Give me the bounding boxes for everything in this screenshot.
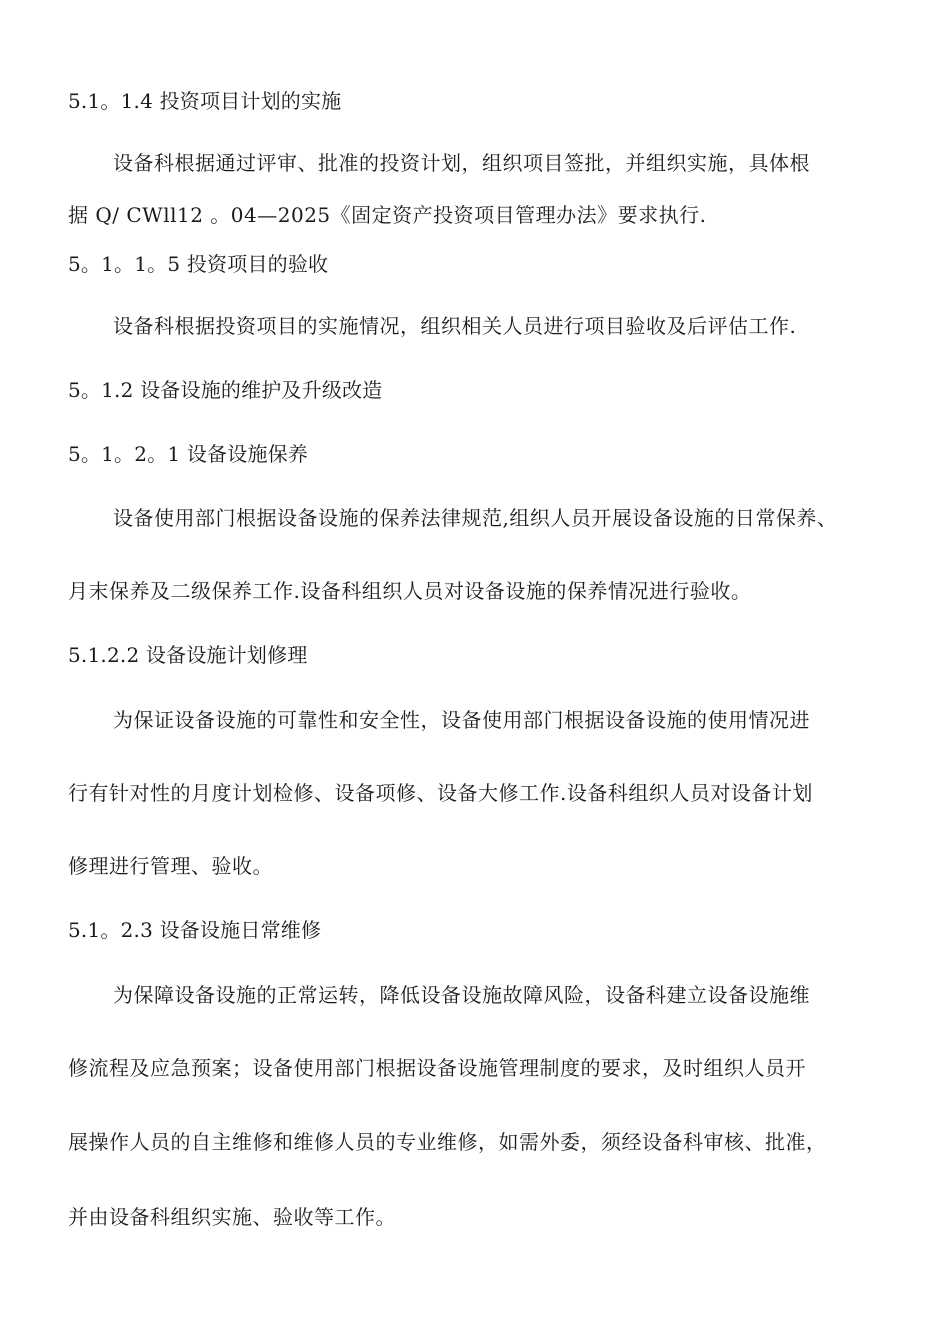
paragraph-line: 设备科根据投资项目的实施情况，组织相关人员进行项目验收及后评估工作.	[113, 314, 797, 338]
paragraph-line: 据 Q/ CWll12 。04—2025《固定资产投资项目管理办法》要求执行.	[68, 203, 707, 227]
paragraph-line: 为保证设备设施的可靠性和安全性，设备使用部门根据设备设施的使用情况进	[113, 708, 810, 732]
section-heading-5-1-2: 5。1.2 设备设施的维护及升级改造	[68, 378, 383, 402]
section-heading-5-1-1-4: 5.1。1.4 投资项目计划的实施	[68, 89, 342, 113]
paragraph-line: 设备科根据通过评审、批准的投资计划，组织项目签批，并组织实施，具体根	[113, 151, 810, 175]
paragraph-line: 展操作人员的自主维修和维修人员的专业维修，如需外委，须经设备科审核、批准，	[68, 1130, 827, 1154]
section-heading-5-1-1-5: 5。1。1。5 投资项目的验收	[68, 252, 329, 276]
section-heading-5-1-2-3: 5.1。2.3 设备设施日常维修	[68, 918, 322, 942]
paragraph-line: 并由设备科组织实施、验收等工作。	[68, 1205, 396, 1229]
section-heading-5-1-2-1: 5。1。2。1 设备设施保养	[68, 442, 309, 466]
paragraph-line: 设备使用部门根据设备设施的保养法律规范,组织人员开展设备设施的日常保养、	[113, 506, 838, 530]
paragraph-line: 为保障设备设施的正常运转，降低设备设施故障风险，设备科建立设备设施维	[113, 983, 810, 1007]
section-heading-5-1-2-2: 5.1.2.2 设备设施计划修理	[68, 643, 308, 667]
paragraph-line: 行有针对性的月度计划检修、设备项修、设备大修工作.设备科组织人员对设备计划	[68, 781, 813, 805]
paragraph-line: 月末保养及二级保养工作.设备科组织人员对设备设施的保养情况进行验收。	[68, 579, 752, 603]
paragraph-line: 修理进行管理、验收。	[68, 854, 273, 878]
paragraph-line: 修流程及应急预案；设备使用部门根据设备设施管理制度的要求，及时组织人员开	[68, 1056, 806, 1080]
